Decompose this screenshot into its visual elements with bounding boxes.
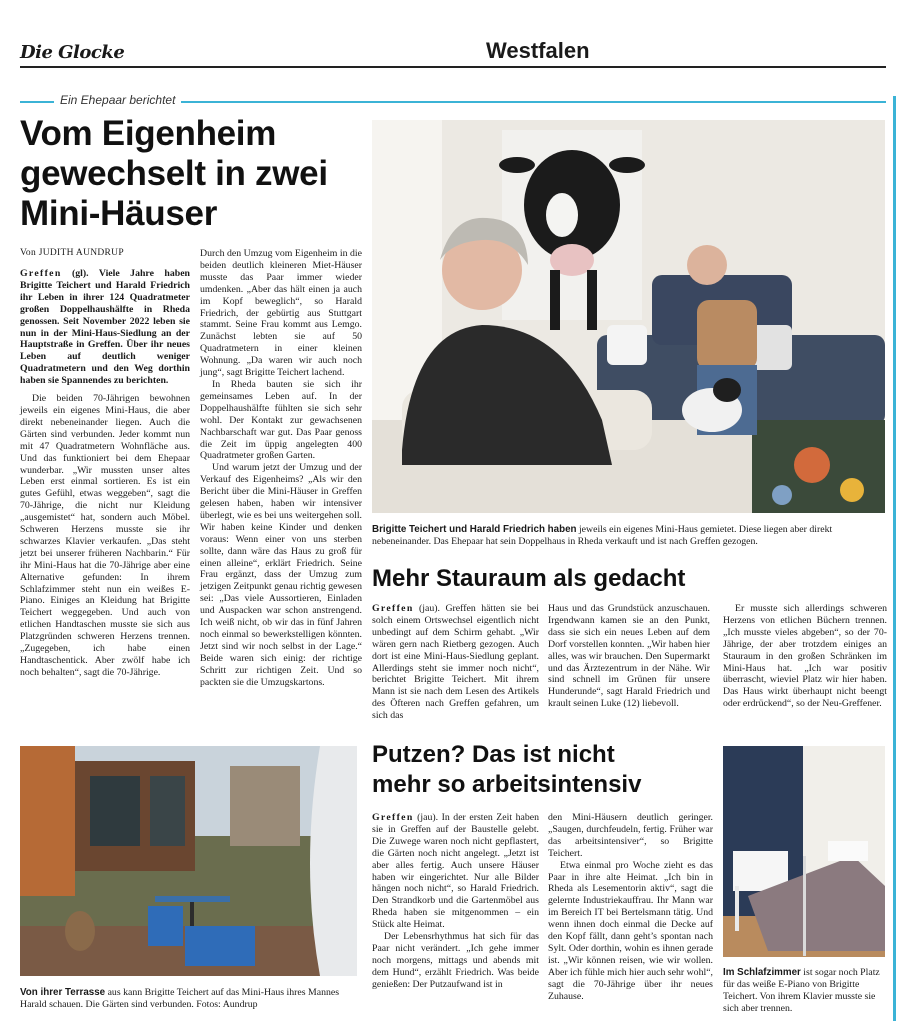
lead-paragraph bbox=[20, 268, 190, 387]
paragraph: Durch den Umzug vom Eigenheim in die beiden deutlich kleineren Miet-Häuser musste das Paar immer wieder umdenken. „Aber das hält einen ja auch im Kopf beweglich“, so Harald Friedrich, der gebürtig aus Stuttgart stammt. Seine Frau kommt aus Lemgo. Zunächst lebten sie auf 50 Quadratmetern in einer kleinen Wohnung. „Da waren wir auch noch jung“, sagt Brigitte Teichert lachend. bbox=[200, 248, 362, 379]
lead-text: (gl). Viele Jahre haben Brigitte Teichert und Harald Friedrich ihr Leben in ihrer 124 Quadratmeter großen Doppelhaushälfte in Rheda genossen. Seit November 2022 leben sie nun in der Mini-Haus-Siedlung an der Hauptstraße in Greffen. Über ihr neues Leben auf deutlich weniger Quadratmetern und den Weg dorthin haben sie Spannendes zu berichten. bbox=[20, 268, 190, 387]
sub1-column-3 bbox=[723, 603, 887, 710]
paragraph-text: (jau). In der ersten Zeit haben sie in Greffen auf der Baustelle gelebt. Die Zuwege waren noch nicht gepflastert, die Gärten noch nicht angelegt. „Jetzt ist aber alles fertig. Auch unsere Häuser haben wir eingerichtet. Nur alle Bilder hängen noch nicht“, so Harald Friedrich. Den Strandkorb und die Gartenmöbel aus Rheda haben sie mitgenommen – ein Stück alte Heimat. bbox=[372, 812, 539, 931]
subheadline-line-1: Putzen? Das ist nicht bbox=[372, 741, 615, 768]
photo-caption-bedroom bbox=[723, 967, 887, 1015]
kicker: Ein Ehepaar berichtet bbox=[54, 93, 181, 107]
bedroom-illustration bbox=[723, 746, 885, 957]
photo-bedroom bbox=[723, 746, 885, 957]
article-column-2 bbox=[200, 248, 362, 689]
subheadline-stauraum: Mehr Stauraum als gedacht bbox=[372, 565, 686, 592]
paragraph: Und warum jetzt der Umzug und der Verkauf des Eigenheims? „Als wir den Bericht über die Mini-Häuser in Greffen gelesen haben, haben wir intensiver überlegt, wie es bei uns weitergehen soll. Wir haben keine Kinder und denken voraus: Wenn einer von uns sterben sollte, dann wäre das Haus zu groß für einen alleine“, erklärt Friedrich. Seine Frau ergänzt, dass der Umzug zum jetzigen Zeitpunkt genau richtig gewesen sei: „Das viele Aussortieren, Einladen und Auspacken war schon anstrengend. Ich weiß nicht, ob wir das in fünf Jahren noch einmal so bewerkstelligen könnten. Jetzt sind wir noch selbst in der Lage.“ Beide waren sich einig: der richtige Schritt zur richtigen Zeit. Und so packten sie die Umzugskartons. bbox=[200, 462, 362, 688]
paragraph: Haus und das Grundstück anzuschauen. Irgendwann kamen sie an den Punkt, dass sie sich ein neues Leben auf dem Dorf vorstellen konnten. „Wir haben hier alles, was wir brauchen. Den Supermarkt und das Ärztezentrum in der Nähe. Wir sind schnell im Grünen für unsere Hunderunde“, sagt Harald Friedrich und krault seinen Luke (12) liebevoll. bbox=[548, 603, 710, 710]
byline: Von JUDITH AUNDRUP bbox=[20, 248, 124, 258]
paragraph: den Mini-Häusern deutlich geringer. „Saugen, durchfeudeln, fertig. Früher war das arbeitsintensiver“, so Brigitte Teichert. bbox=[548, 812, 713, 859]
sub1-column-1 bbox=[372, 603, 539, 722]
paragraph: Die beiden 70-Jährigen bewohnen jeweils ein eigenes Mini-Haus, die aber direkt nebeneinander liegen. Auch die Gärten sind verbunden. Jeder kommt nun mit 47 Quadratmetern Wohnfläche aus. Und das funktioniert bei dem Ehepaar wunderbar. „Wir mussten unser altes Leben erst einmal sortieren. Es ist ein gutes Gefühl, etwas weggeben“, sagt die 70-Jährige, die nicht nur Kleidung „ausgemistet“ hat, sondern auch Möbel. Schweren Herzens musste sie ihr schwarzes Klavier verkaufen. „Das steht jetzt bei unserer früheren Nachbarin.“ Für ihr Mini-Haus hat die 70-Jährige aber eine Alternative gefunden: In ihrem Schlafzimmer steht nun ein weißes E-Piano. Einiges an Kleidung hat Brigitte Teichert weggegeben. Und auch von etlichen Handtaschen musste sie sich aus Platzgründen schweren Herzens trennen. „Zugegeben, ich habe einen Handtaschentick. Aber zwölf habe ich noch behalten“, sagt die 70-Jährige. bbox=[20, 393, 190, 678]
dateline: Greffen bbox=[372, 812, 414, 823]
article-column-1 bbox=[20, 268, 190, 679]
caption-lead: Brigitte Teichert und Harald Friedrich haben bbox=[372, 524, 577, 535]
sub1-column-2 bbox=[548, 603, 710, 710]
caption-lead: Von ihrer Terrasse bbox=[20, 987, 106, 998]
terrace-illustration bbox=[20, 746, 357, 976]
photo-caption-terrace bbox=[20, 987, 360, 1011]
paragraph: Etwa einmal pro Woche zieht es das Paar in ihre alte Heimat. „Ich bin in Rheda als Lesementorin aktiv“, sagt die gelernte Industriekauffrau. Ihr Mann war im Bereich IT bei Bertelsmann tätig. Und wenn ihnen doch einmal die Decke auf den Kopf fällt, dann geht’s spontan nach Sylt. Oder dorthin, wohin es ihnen gerade ist. „Wir können reisen, wie wir wollen. Aber ich fühle mich hier auch sehr wohl“, sagt die 70-Jährige über ihr neues Zuhause. bbox=[548, 859, 713, 1002]
paragraph: Der Lebensrhythmus hat sich für das Paar nicht verändert. „Ich gehe immer noch morgens, mittags und abends mit dem Hund“, erzählt Friedrich. Was beide genießen: Der Putzaufwand ist in bbox=[372, 931, 539, 990]
subheadline-putzen bbox=[372, 740, 712, 800]
headline: Vom Eigenheim gewechselt in zwei Mini-Häuser bbox=[20, 114, 328, 233]
newspaper-logo: Die Glocke bbox=[20, 42, 125, 63]
photo-caption-main bbox=[372, 524, 887, 548]
caption-text: ist sogar noch Platz für das weiße E-Piano von Brigitte Teichert. Von ihrem Klavier musste sie sich aber trennen. bbox=[723, 967, 880, 1014]
paragraph bbox=[372, 812, 539, 931]
subheadline-line-2: mehr so arbeitsintensiv bbox=[372, 771, 642, 798]
accent-bar bbox=[893, 96, 896, 1021]
dateline: Greffen bbox=[20, 268, 62, 279]
caption-text: aus kann Brigitte Teichert auf das Mini-Haus ihres Mannes Harald schauen. Die Gärten sind verbunden. Fotos: Aundrup bbox=[20, 987, 340, 1010]
caption-text: jeweils ein eigenes Mini-Haus gemietet. Diese liegen aber direkt nebeneinander. Das Ehepaar hat sein Doppelhaus in Rheda verkauft und ist nach Greffen gezogen. bbox=[372, 524, 833, 547]
photo-couple-livingroom bbox=[372, 120, 885, 513]
caption-lead: Im Schlafzimmer bbox=[723, 967, 801, 978]
dateline: Greffen bbox=[372, 603, 414, 614]
paragraph bbox=[372, 603, 539, 722]
section-title: Westfalen bbox=[486, 38, 590, 63]
photo-terrace bbox=[20, 746, 357, 976]
paragraph-text: (jau). Greffen hätten sie bei solch einem Ortswechsel eigentlich nicht unbedingt auf dem Schirm gehabt. „Wir wären gern nach Rietberg gezogen. Auch dort ist eine Mini-Haus-Siedlung geplant. Allerdings steht sie immer noch nicht“, berichtet Brigitte Teichert. Mit ihrem Mann ist sie nach dem Lesen des Artikels des Öfteren nach Greffen gefahren, um sich das bbox=[372, 603, 539, 722]
living-room-illustration bbox=[372, 120, 885, 513]
sub2-column-2 bbox=[548, 812, 713, 1003]
masthead-rule bbox=[20, 66, 886, 68]
paragraph: In Rheda bauten sie sich ihr gemeinsames Leben auf. In der Doppelhaushälfte fühlten sie sich sehr wohl. Der Kontakt zur gewachsenen Nachbarschaft war gut. Das Paar genoss die Zeit im üppig angelegten 400 Quadratmeter großen Garten. bbox=[200, 378, 362, 462]
sub2-column-1 bbox=[372, 812, 539, 991]
paragraph: Er musste sich allerdings schweren Herzens von etlichen Büchern trennen. „Ich musste vieles abgeben“, so der 70-Jährige, der aber trotzdem einiges an Stauraum in den großen Schränken im Mini-Haus hat. „Ich war positiv überrascht, wieviel Platz wir hier haben. Das Haus wirkt überhaupt nicht beengt oder erdrückend“, so der Neu-Greffener. bbox=[723, 603, 887, 710]
